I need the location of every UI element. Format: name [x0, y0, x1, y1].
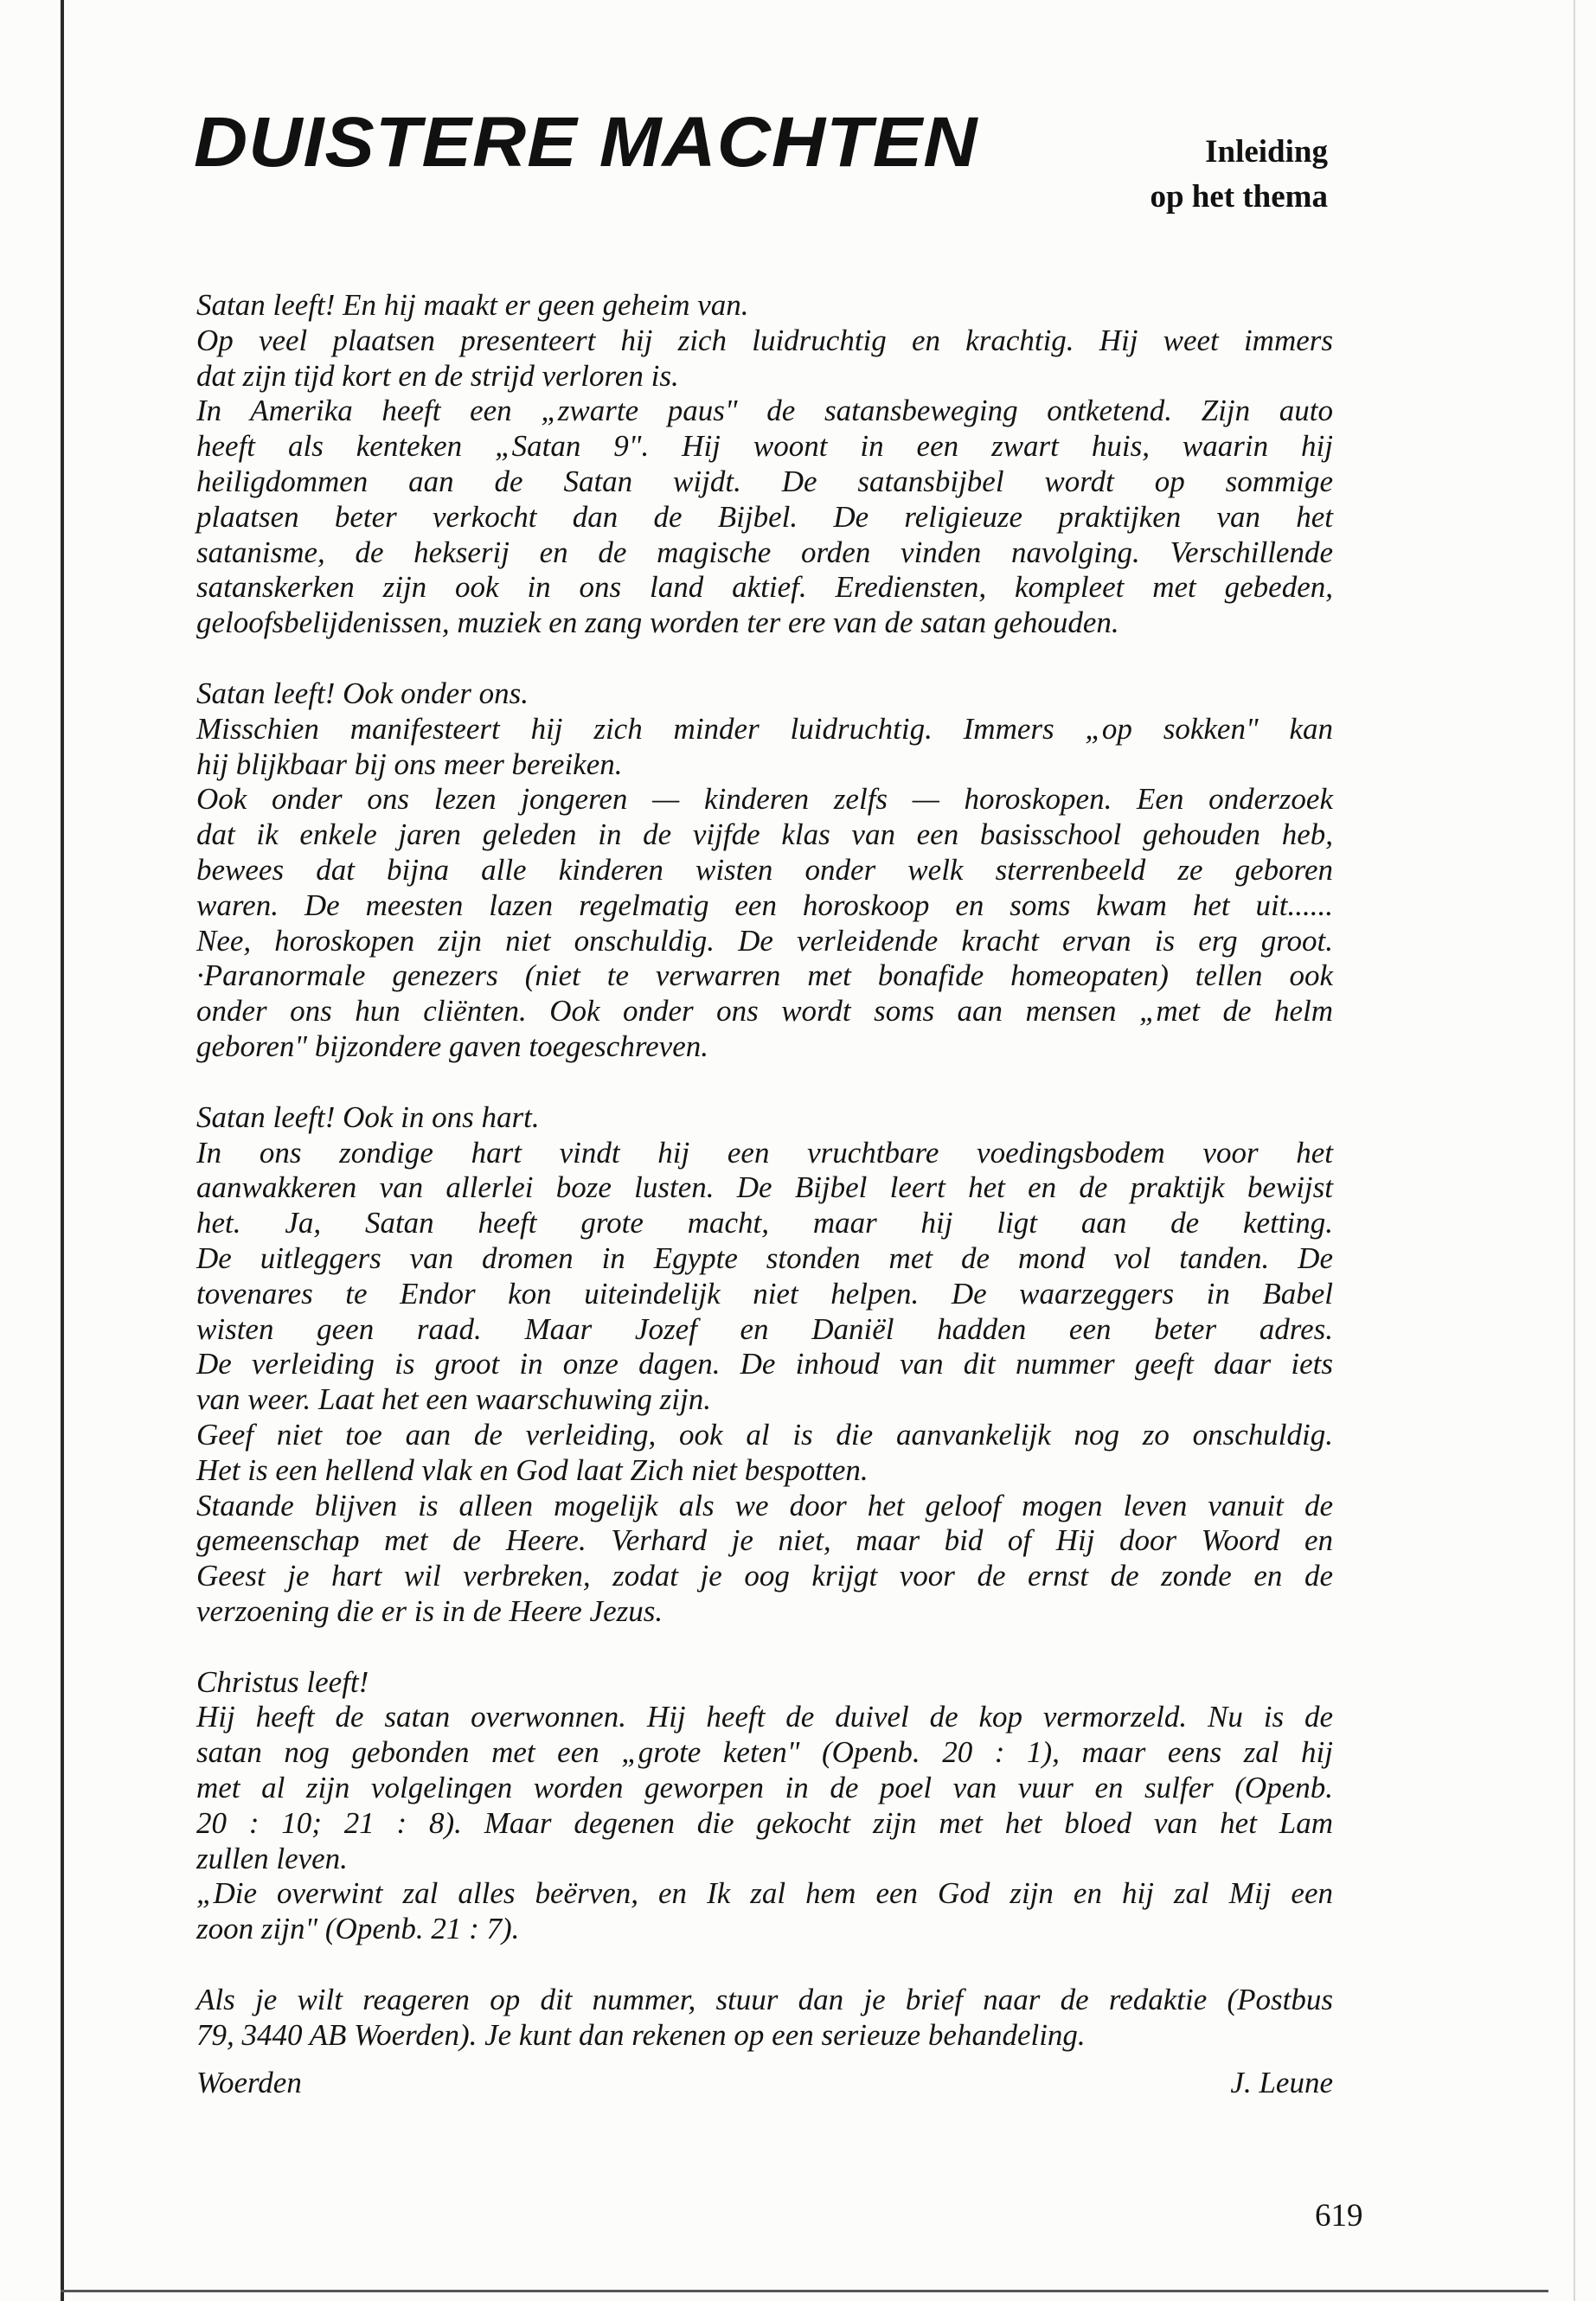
paragraph	[196, 1983, 1333, 2054]
text-line: Geef niet toe aan de verleiding, ook al is die aanvankelijk nog zo onschuldig.	[196, 1417, 1333, 1452]
text-line: waren. De meesten lazen regelmatig een horoskoop en soms kwam het uit......	[196, 888, 1333, 922]
text-line: hij blijkbaar bij ons meer bereiken.	[196, 747, 623, 781]
paragraph-list	[196, 288, 1333, 2054]
text-line: gemeenschap met de Heere. Verhard je niet, maar bid of Hij door Woord en	[196, 1523, 1333, 1558]
text-line: 20 : 10; 21 : 8). Maar degenen die gekocht zijn met het bloed van het Lam	[196, 1805, 1333, 1840]
text-line: dat zijn tijd kort en de strijd verloren is.	[196, 358, 679, 393]
text-line: van weer. Laat het een waarschuwing zijn.	[196, 1382, 711, 1417]
text-line: geboren" bijzondere gaven toegeschreven.	[196, 1029, 708, 1063]
text-line: zoon zijn" (Openb. 21 : 7).	[196, 1912, 520, 1946]
text-line: ·Paranormale genezers (niet te verwarren met bonafide homeopaten) tellen ook	[196, 958, 1333, 993]
text-line: met al zijn volgelingen worden geworpen in de poel van vuur en sulfer (Openb.	[196, 1771, 1333, 1805]
text-line: het. Ja, Satan heeft grote macht, maar hij ligt aan de ketting.	[196, 1206, 1333, 1240]
paragraph	[196, 288, 1333, 641]
text-line: De verleiding is groot in onze dagen. De inhoud van dit nummer geeft daar iets	[196, 1347, 1333, 1381]
text-line: plaatsen beter verkocht dan de Bijbel. De religieuze praktijken van het	[196, 499, 1333, 534]
page-number: 619	[1315, 2198, 1363, 2234]
signature-line	[196, 2066, 1333, 2101]
text-line: „Die overwint zal alles beërven, en Ik zal hem een God zijn en hij zal Mij een	[196, 1876, 1333, 1911]
text-line: Ook onder ons lezen jongeren — kinderen zelfs — horoskopen. Een onderzoek	[196, 782, 1333, 817]
text-line: Satan leeft! Ook onder ons.	[196, 676, 529, 710]
signature-author: J. Leune	[1230, 2065, 1333, 2099]
paragraph	[196, 1665, 1333, 1947]
right-page-edge	[1574, 0, 1575, 2301]
text-line: aanwakkeren van allerlei boze lusten. De Bijbel leert het en de praktijk bewijst	[196, 1170, 1333, 1205]
text-line: heiligdommen aan de Satan wijdt. De satansbijbel wordt op sommige	[196, 464, 1333, 498]
text-line: satan nog gebonden met een „grote keten" (Openb. 20 : 1), maar eens zal hij	[196, 1735, 1333, 1770]
text-line: onder ons hun cliënten. Ook onder ons wordt soms aan mensen „met de helm	[196, 994, 1333, 1029]
text-line: geloofsbelijdenissen, muziek en zang worden ter ere van de satan gehouden.	[196, 606, 1119, 640]
text-line: satanskerken zijn ook in ons land aktief. Erediensten, kompleet met gebeden,	[196, 570, 1333, 605]
text-line: Christus leeft!	[196, 1664, 369, 1699]
text-line: heeft als kenteken „Satan 9". Hij woont in een zwart huis, waarin hij	[196, 429, 1333, 464]
text-line: Nee, horoskopen zijn niet onschuldig. De verleidende kracht ervan is erg groot.	[196, 923, 1333, 958]
paragraph	[196, 1100, 1333, 1630]
text-line: De uitleggers van dromen in Egypte stonden met de mond vol tanden. De	[196, 1240, 1333, 1275]
text-line: In ons zondige hart vindt hij een vruchtbare voedingsbodem voor het	[196, 1135, 1333, 1170]
text-line: Staande blijven is alleen mogelijk als we door het geloof mogen leven vanuit de	[196, 1488, 1333, 1522]
bottom-margin-rule	[61, 2290, 1548, 2292]
text-line: bewees dat bijna alle kinderen wisten onder welk sterrenbeeld ze geboren	[196, 852, 1333, 887]
section-subtitle	[1150, 130, 1328, 220]
text-line: dat ik enkele jaren geleden in de vijfde klas van een basisschool gehouden heb,	[196, 817, 1333, 852]
text-line: verzoening die er is in de Heere Jezus.	[196, 1593, 663, 1628]
paragraph	[196, 676, 1333, 1065]
text-line: In Amerika heeft een „zwarte paus" de satansbeweging ontketend. Zijn auto	[196, 394, 1333, 428]
text-line: tovenares te Endor kon uiteindelijk niet helpen. De waarzeggers in Babel	[196, 1276, 1333, 1311]
text-line: satanisme, de hekserij en de magische orden vinden navolging. Verschillende	[196, 535, 1333, 569]
subtitle-line-1: Inleiding	[1205, 134, 1328, 170]
article-body	[196, 288, 1333, 2100]
text-line: Het is een hellend vlak en God laat Zich niet bespotten.	[196, 1452, 869, 1487]
text-line: Misschien manifesteert hij zich minder luidruchtig. Immers „op sokken" kan	[196, 711, 1333, 746]
text-line: Op veel plaatsen presenteert hij zich luidruchtig en krachtig. Hij weet immers	[196, 323, 1333, 357]
signature-place: Woerden	[196, 2065, 302, 2099]
left-margin-rule	[61, 0, 64, 2301]
text-line: Satan leeft! Ook in ons hart.	[196, 1099, 540, 1134]
text-line: 79, 3440 AB Woerden). Je kunt dan rekenen op een serieuze behandeling.	[196, 2017, 1086, 2052]
text-line: zullen leven.	[196, 1841, 348, 1875]
page-title: DUISTERE MACHTEN	[194, 103, 978, 182]
text-line: Hij heeft de satan overwonnen. Hij heeft de duivel de kop vermorzeld. Nu is de	[196, 1700, 1333, 1734]
subtitle-line-2: op het thema	[1150, 179, 1328, 215]
text-line: Als je wilt reageren op dit nummer, stuur dan je brief naar de redaktie (Postbus	[196, 1983, 1333, 2017]
text-line: wisten geen raad. Maar Jozef en Daniël hadden een beter adres.	[196, 1311, 1333, 1346]
text-line: Satan leeft! En hij maakt er geen geheim van.	[196, 288, 749, 322]
text-line: Geest je hart wil verbreken, zodat je oog krijgt voor de ernst de zonde en de	[196, 1559, 1333, 1593]
